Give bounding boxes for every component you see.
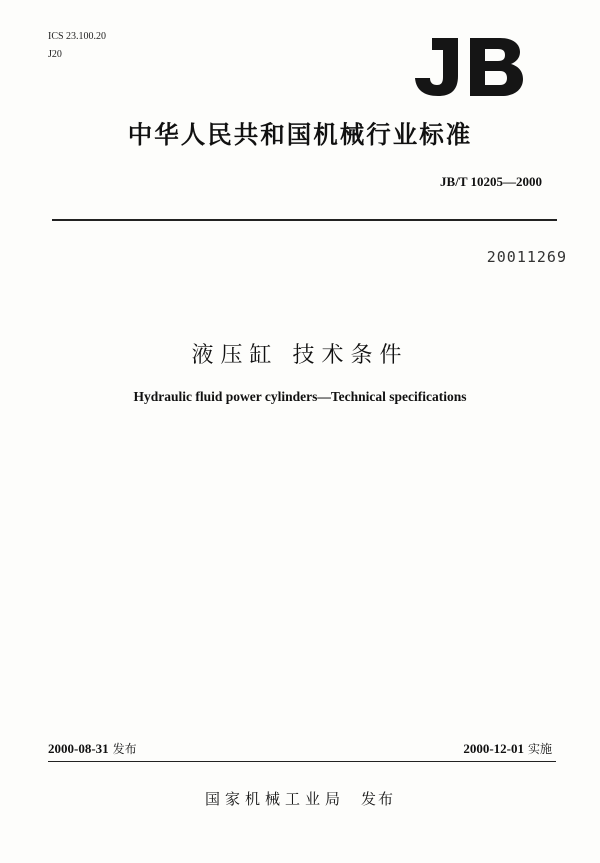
issue-date: 2000-08-31 <box>48 741 109 756</box>
title-chinese: 液压缸 技术条件 <box>191 343 409 368</box>
footer-divider <box>48 761 556 762</box>
jb-logo <box>410 36 525 98</box>
ics-code: ICS 23.100.20 <box>48 31 107 42</box>
publisher-line <box>0 788 600 809</box>
header-divider <box>52 219 557 221</box>
classification-codes <box>48 31 106 67</box>
implement-label: 实施 <box>527 742 552 756</box>
issue-label: 发布 <box>112 742 137 756</box>
standard-number: JB/T 10205—2000 <box>440 174 542 189</box>
implement-date-block <box>463 740 552 757</box>
handwritten-number: 20011269 <box>486 248 567 266</box>
publisher-action: 发布 <box>361 790 396 808</box>
title-english: Hydraulic fluid power cylinders—Technical specifications <box>133 389 467 404</box>
publisher-name: 国家机械工业局 <box>204 790 345 808</box>
organization-title: 中华人民共和国机械行业标准 <box>127 120 473 149</box>
ccs-code: J20 <box>48 49 62 60</box>
implement-date: 2000-12-01 <box>463 741 524 756</box>
issue-date-block <box>48 740 137 757</box>
